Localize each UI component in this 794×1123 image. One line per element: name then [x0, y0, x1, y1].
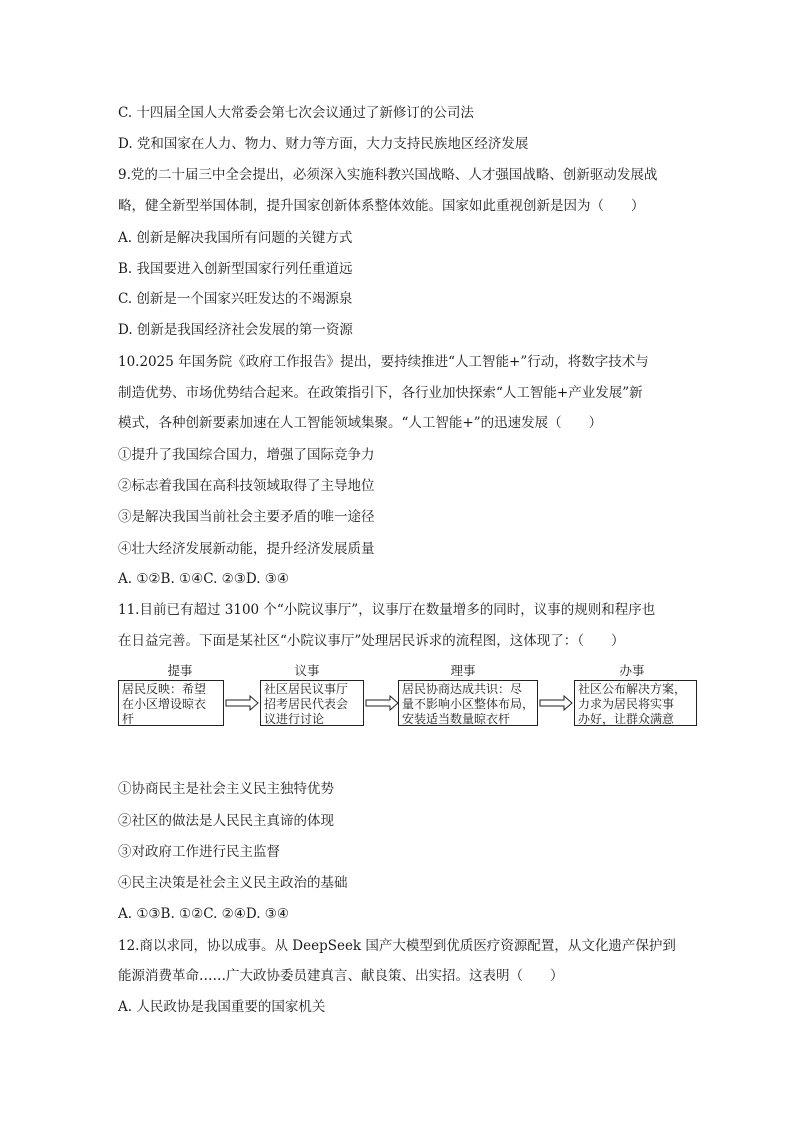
statement-1-q11: ①协商民主是社会主义民主独特优势 [118, 781, 334, 797]
statement-4-q11: ④民主决策是社会主义民主政治的基础 [118, 875, 348, 891]
flow-step-box: 居民反映：希望 在小区增设晾衣 杆 [118, 680, 224, 726]
question-10-stem-line2: 制造优势、市场优势结合起来。在政策指引下，各行业加快探索“人工智能+产业发展”新 [118, 385, 643, 401]
statement-3-q11: ③对政府工作进行民主监督 [118, 844, 280, 860]
flow-step-header: 理事 [450, 663, 476, 678]
answer-options-q10: A. ①②B. ①④C. ②③D. ③④ [118, 571, 290, 587]
question-11-stem-line2: 在日益完善。下面是某社区“小院议事厅”处理居民诉求的流程图，这体现了：（ ） [118, 633, 625, 649]
statement-2-q10: ②标志着我国在高科技领域取得了主导地位 [118, 478, 375, 494]
question-12-stem-line1: 12.商以求同，协以成事。从 DeepSeek 国产大模型到优质医疗资源配置，从文化遗产保护到 [118, 938, 676, 954]
option-a-q9: A. 创新是解决我国所有问题的关键方式 [118, 230, 353, 246]
statement-2-q11: ②社区的做法是人民民主真谛的体现 [118, 813, 334, 829]
option-b-q9: B. 我国要进入创新型国家行列任重道远 [118, 261, 353, 277]
flow-step-header: 提事 [167, 663, 193, 678]
question-11-stem-line1: 11.目前已有超过 3100 个“小院议事厅”，议事厅在数量增多的同时，议事的规则和程序也 [118, 602, 656, 618]
option-a-q12: A. 人民政协是我国重要的国家机关 [118, 999, 326, 1015]
double-arrow-icon [365, 695, 399, 711]
flowchart [118, 663, 698, 733]
flow-step-box: 居民协商达成共识：尽 量不影响小区整体布局， 安装适当数量晾衣杆 [398, 680, 538, 726]
statement-3-q10: ③是解决我国当前社会主要矛盾的唯一途径 [118, 509, 375, 525]
question-9-stem-line2: 略，健全新型举国体制，提升国家创新体系整体效能。国家如此重视创新是因为（ ） [118, 198, 645, 214]
statement-1-q10: ①提升了我国综合国力，增强了国际竞争力 [118, 447, 375, 463]
question-9-stem-line1: 9.党的二十届三中全会提出，必须深入实施科教兴国战略、人才强国战略、创新驱动发展战 [118, 167, 658, 183]
option-d-q8: D. 党和国家在人力、物力、财力等方面，大力支持民族地区经济发展 [118, 136, 529, 152]
option-d-q9: D. 创新是我国经济社会发展的第一资源 [118, 322, 353, 338]
question-10-stem-line3: 模式，各种创新要素加速在人工智能领域集聚。“人工智能+”的迅速发展（ ） [118, 415, 603, 431]
question-12-stem-line2: 能源消费革命……广大政协委员建真言、献良策、出实招。这表明（ ） [118, 968, 564, 984]
flow-step-box: 社区居民议事厅 招考居民代表会 议进行讨论 [260, 680, 364, 726]
statement-4-q10: ④壮大经济发展新动能，提升经济发展质量 [118, 541, 375, 557]
option-c-q9: C. 创新是一个国家兴旺发达的不竭源泉 [118, 291, 353, 307]
double-arrow-icon [539, 695, 573, 711]
question-10-stem-line1: 10.2025 年国务院《政府工作报告》提出，要持续推进“人工智能+”行动，将数字技术与 [118, 354, 649, 370]
double-arrow-icon [225, 695, 259, 711]
flow-step-header: 议事 [294, 663, 320, 678]
answer-options-q11: A. ①③B. ①②C. ②④D. ③④ [118, 906, 290, 922]
flow-step-box: 社区公布解决方案， 力求为居民将实事 办好，让群众满意 [574, 680, 697, 726]
option-c-q8: C. 十四届全国人大常委会第七次会议通过了新修订的公司法 [118, 105, 474, 121]
flow-step-header: 办事 [619, 663, 645, 678]
